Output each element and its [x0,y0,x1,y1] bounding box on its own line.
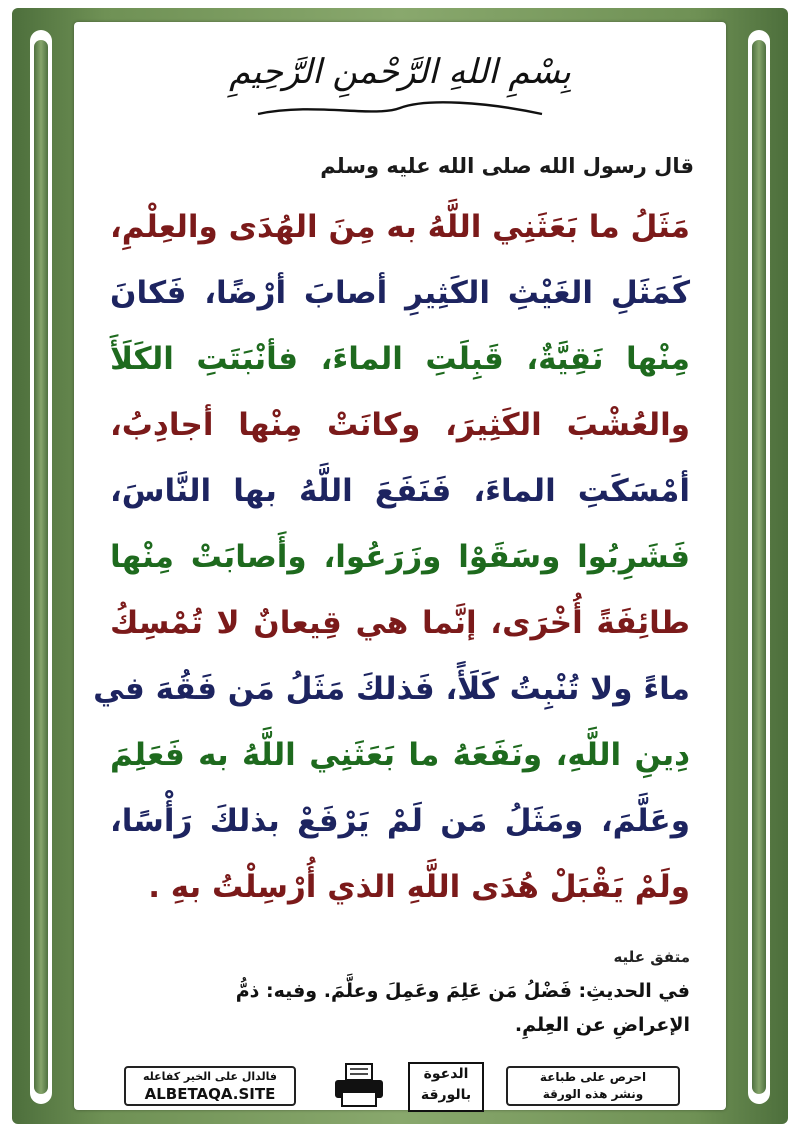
footer [104,1062,696,1110]
source-attribution: متفق عليه [613,948,690,966]
printer-icon [332,1062,386,1108]
website-text: ALBETAQA.SITE [144,1085,276,1103]
print-reminder-box [506,1066,680,1106]
website-box[interactable] [124,1066,296,1106]
dawa-logo [408,1062,484,1112]
hadith-line: دِينِ اللَّهِ، ونَفَعَهُ ما بَعَثَنِي اللَّهُ به فَعَلِمَ [110,737,690,773]
note-line: الإعراضِ عن العِلمِ. [514,1014,690,1036]
motto-text: فالدال على الخير كفاعله [142,1070,278,1083]
basmala-flourish [254,100,546,120]
right-pillar [748,30,770,1104]
left-pillar [30,30,52,1104]
card-page [74,22,726,1110]
hadith-line: والعُشْبَ الكَثِيرَ، وكانَتْ مِنْها أجادِبُ، [110,407,690,443]
hadith-line: وعَلَّمَ، ومَثَلُ مَن لَمْ يَرْفَعْ بذلكَ رَأْسًا، [110,803,690,839]
logo-word: الدعوة [423,1066,469,1082]
logo-word: بالورقة [420,1087,472,1103]
benefit-note [110,974,690,1042]
hadith-line: كَمَثَلِ الغَيْثِ الكَثِيرِ أصابَ أرْضًا، فَكانَ [110,275,690,311]
hadith-line: فَشَرِبُوا وسَقَوْا وزَرَعُوا، وأَصابَتْ مِنْها [110,539,690,575]
hadith-line: مِنْها نَقِيَّةٌ، قَبِلَتِ الماءَ، فأنْبَتَتِ الكَلَأَ [110,341,690,377]
hadith-line: مَثَلُ ما بَعَثَنِي اللَّهُ به مِنَ الهُدَى والعِلْمِ، [110,209,690,245]
intro-line: قال رسول الله صلى الله عليه وسلم [320,154,694,178]
hadith-line: أمْسَكَتِ الماءَ، فَنَفَعَ اللَّهُ بها النَّاسَ، [110,473,690,509]
hadith-line: ماءً ولا تُنْبِتُ كَلَأً، فَذلكَ مَثَلُ مَن فَقُهَ في [93,671,690,707]
hadith-line: ولَمْ يَقْبَلْ هُدَى اللَّهِ الذي أُرْسِلْتُ بهِ . [148,869,690,905]
basmala: بِسْمِ اللهِ الرَّحْمنِ الرَّحِيمِ [229,52,571,92]
note-line: في الحديثِ: فَضْلُ مَن عَلِمَ وعَمِلَ وعلَّمَ. وفيه: ذمُّ [235,980,690,1002]
reminder-line: ونشر هذه الورقة [542,1087,644,1101]
hadith-line: طائِفَةً أُخْرَى، إنَّما هي قِيعانٌ لا تُمْسِكُ [110,605,690,641]
hadith-text [93,194,690,920]
reminder-line: احرص على طباعة [539,1070,647,1084]
